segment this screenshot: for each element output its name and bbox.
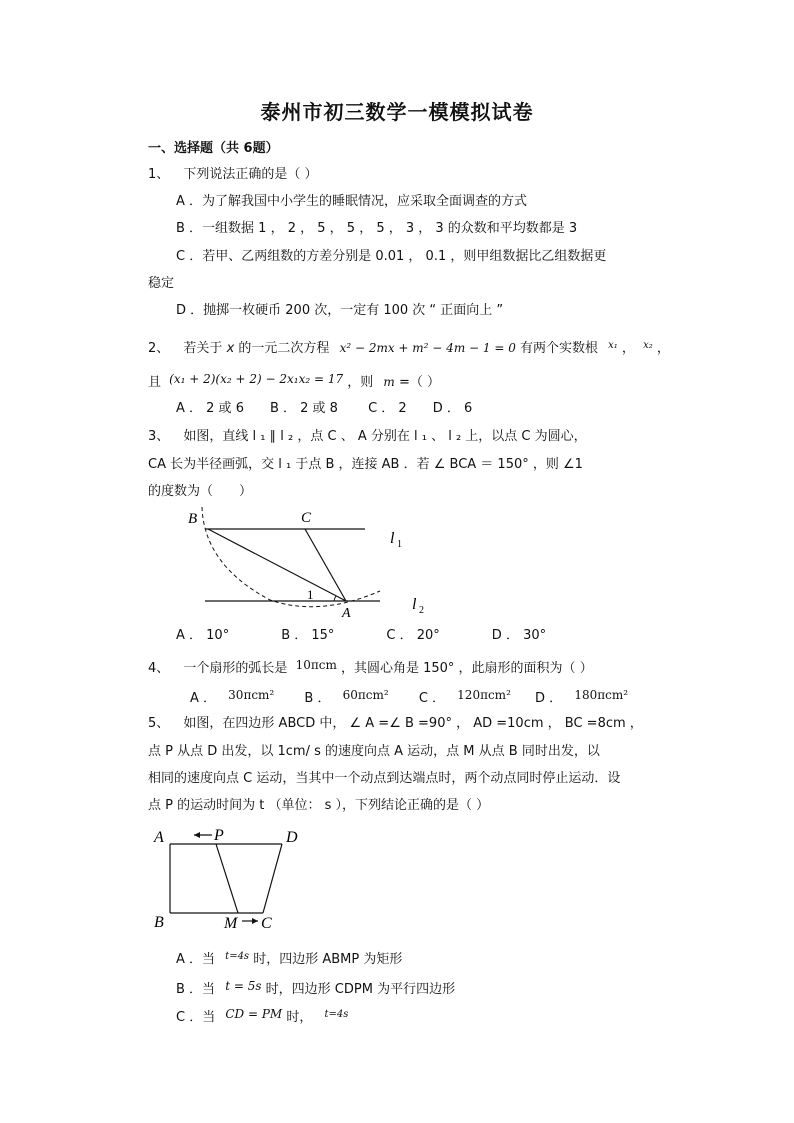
q5-option-c-pre: C ．当 (176, 1010, 216, 1025)
q4-option-c-value: 120πcm² (457, 688, 511, 702)
q4-text-1: 一个扇形的弧长是 (183, 661, 288, 676)
label-a: A (154, 829, 164, 846)
q5-number: 5、 (148, 716, 170, 731)
q4-option-b-label: B ． (304, 691, 331, 706)
q5-option-c-post: 时， (286, 1010, 313, 1025)
q4-option-a-value: 30πcm² (228, 688, 275, 702)
q5-option-b-post: 时，四边形 CDPM 为平行四边形 (265, 982, 456, 997)
q5-option-b-cond: t = 5s (225, 979, 262, 993)
segment-pm (216, 844, 238, 913)
label-d: D (286, 829, 298, 846)
q4-number: 4、 (148, 661, 170, 676)
q5-line-4: 点 P 的运动时间为 t （单位： s ），下列结论正确的是（ ） (148, 798, 490, 813)
q5-figure (150, 822, 310, 934)
q5-line-1 (148, 715, 643, 733)
q2-comma: ， (621, 341, 635, 356)
q5-option-c-value: t=4s (324, 1009, 349, 1020)
q2-text-3: 有两个实数根 (519, 341, 598, 356)
q1-option-a: A ．为了解我国中小学生的睡眠情况，应采取全面调查的方式 (176, 194, 528, 209)
q5-option-c (176, 1005, 348, 1027)
q1-option-b: B ．一组数据 1 ， 2 ， 5 ， 5 ， 5 ， 3 ， 3 的众数和平均数都是 3 (176, 221, 578, 236)
page-title: 泰州市初三数学一模模拟试卷 (260, 100, 534, 124)
q2-condition-line (148, 370, 440, 392)
label-l1-sub: 1 (397, 539, 402, 550)
q4-option-d-value: 180πcm² (574, 688, 629, 702)
q1-option-d: D ．抛掷一枚硬币 200 次，一定有 100 次 “ 正面向上 ” (176, 303, 504, 318)
q2-var-x: x (226, 341, 235, 356)
q3-line-2: CA 长为半径画弧，交 l ₁ 于点 B ，连接 AB ．若 ∠ BCA ＝ 150° ，则 ∠1 (148, 457, 583, 472)
label-p: P (214, 827, 224, 844)
q5-text-1: 如图，在四边形 ABCD 中， ∠ A =∠ B =90° ， AD =10cm ， BC =8cm ， (183, 716, 643, 731)
q2-text-6: =（ ） (398, 375, 440, 390)
q5-line-2: 点 P 从点 D 出发，以 1cm/ s 的速度向点 A 运动，点 M 从点 B 同时出发，以 (148, 744, 600, 759)
q3-line-1 (148, 428, 587, 446)
q2-number: 2、 (148, 341, 170, 356)
q5-line-3: 相同的速度向点 C 运动，当其中一个动点到达端点时，两个动点同时停止运动．设 (148, 771, 621, 786)
q2-var-m: m (383, 375, 395, 389)
q2-stem-line: 2、 若关于 x 的一元二次方程 x² − 2mx + m² − 4m − 1 = 0 有两个实数根 $^{x_1}$ ， $^{x_2}$ ， (148, 340, 670, 356)
q5-option-a-post: 时，四边形 ABMP 为矩形 (253, 952, 403, 967)
q5-option-a-pre: A ．当 (176, 952, 216, 967)
side-cd (263, 844, 282, 913)
q2-options: A ． 2 或 6 B ． 2 或 8 C ． 2 D ． 6 (176, 401, 473, 416)
q2-text-5: ，则 (347, 375, 374, 390)
q4-option-a-label: A ． (190, 691, 217, 706)
q5-option-c-cond: CD = PM (225, 1007, 283, 1021)
q5-option-a-cond: t=4s (225, 951, 250, 962)
label-angle-1: 1 (307, 587, 314, 602)
q2-root-x1: x₁ (608, 340, 618, 351)
angle-1-mark (334, 596, 336, 601)
q2-condition: (x₁ + 2)(x₂ + 2) − 2x₁x₂ = 17 (169, 372, 344, 386)
q2-text-2: 的一元二次方程 (238, 341, 330, 356)
label-l2-sub: 2 (419, 605, 424, 616)
q3-text-1: 如图，直线 l ₁ ∥ l ₂ ，点 C 、 A 分别在 l ₁ 、 l ₂ 上，以点 C 为圆心， (183, 429, 587, 444)
q3-figure (180, 505, 440, 620)
label-m: M (224, 915, 238, 932)
q4-options (190, 686, 628, 708)
q3-number: 3、 (148, 429, 170, 444)
q4-text-2: ，其圆心角是 150° ，此扇形的面积为（ ） (340, 661, 593, 676)
label-c: C (261, 915, 272, 932)
q5-option-b (176, 977, 455, 999)
label-l2: l (412, 596, 417, 613)
q1-option-c-cont: 稳定 (148, 276, 175, 291)
arrow-p-left-icon (194, 832, 200, 838)
q2-text-4: 且 (148, 375, 162, 390)
label-b: B (188, 511, 198, 527)
q5-option-a (176, 948, 402, 969)
q4-stem-line (148, 656, 593, 678)
q5-option-b-pre: B ．当 (176, 982, 216, 997)
q2-equation: x² − 2mx + m² − 4m − 1 = 0 (339, 341, 516, 355)
label-b: B (154, 914, 164, 931)
q4-option-b-value: 60πcm² (342, 688, 389, 702)
arc-dashed (202, 507, 380, 607)
q1-option-c: C ．若甲、乙两组数的方差分别是 0.01 ， 0.1 ，则甲组数据比乙组数据更 (176, 249, 607, 264)
label-l1: l (390, 530, 395, 547)
label-a: A (342, 606, 351, 620)
q4-option-d-label: D ． (535, 691, 563, 706)
q3-options: A ． 10° B ． 15° C ． 20° D ． 30° (176, 628, 547, 643)
q1-stem-line (148, 166, 318, 184)
q4-option-c-label: C ． (418, 691, 446, 706)
arrow-m-right-icon (252, 918, 258, 924)
q1-number: 1、 (148, 167, 170, 182)
label-c: C (301, 510, 312, 526)
q2-root-x2: x₂ (643, 340, 653, 351)
q4-arc-length: 10πcm (295, 658, 337, 672)
q1-stem: 下列说法正确的是（ ） (183, 167, 318, 182)
section-heading: 一、选择题（共 6题） (148, 141, 279, 156)
q3-line-3: 的度数为（ ） (148, 484, 253, 499)
q2-text-1: 若关于 (183, 341, 223, 356)
